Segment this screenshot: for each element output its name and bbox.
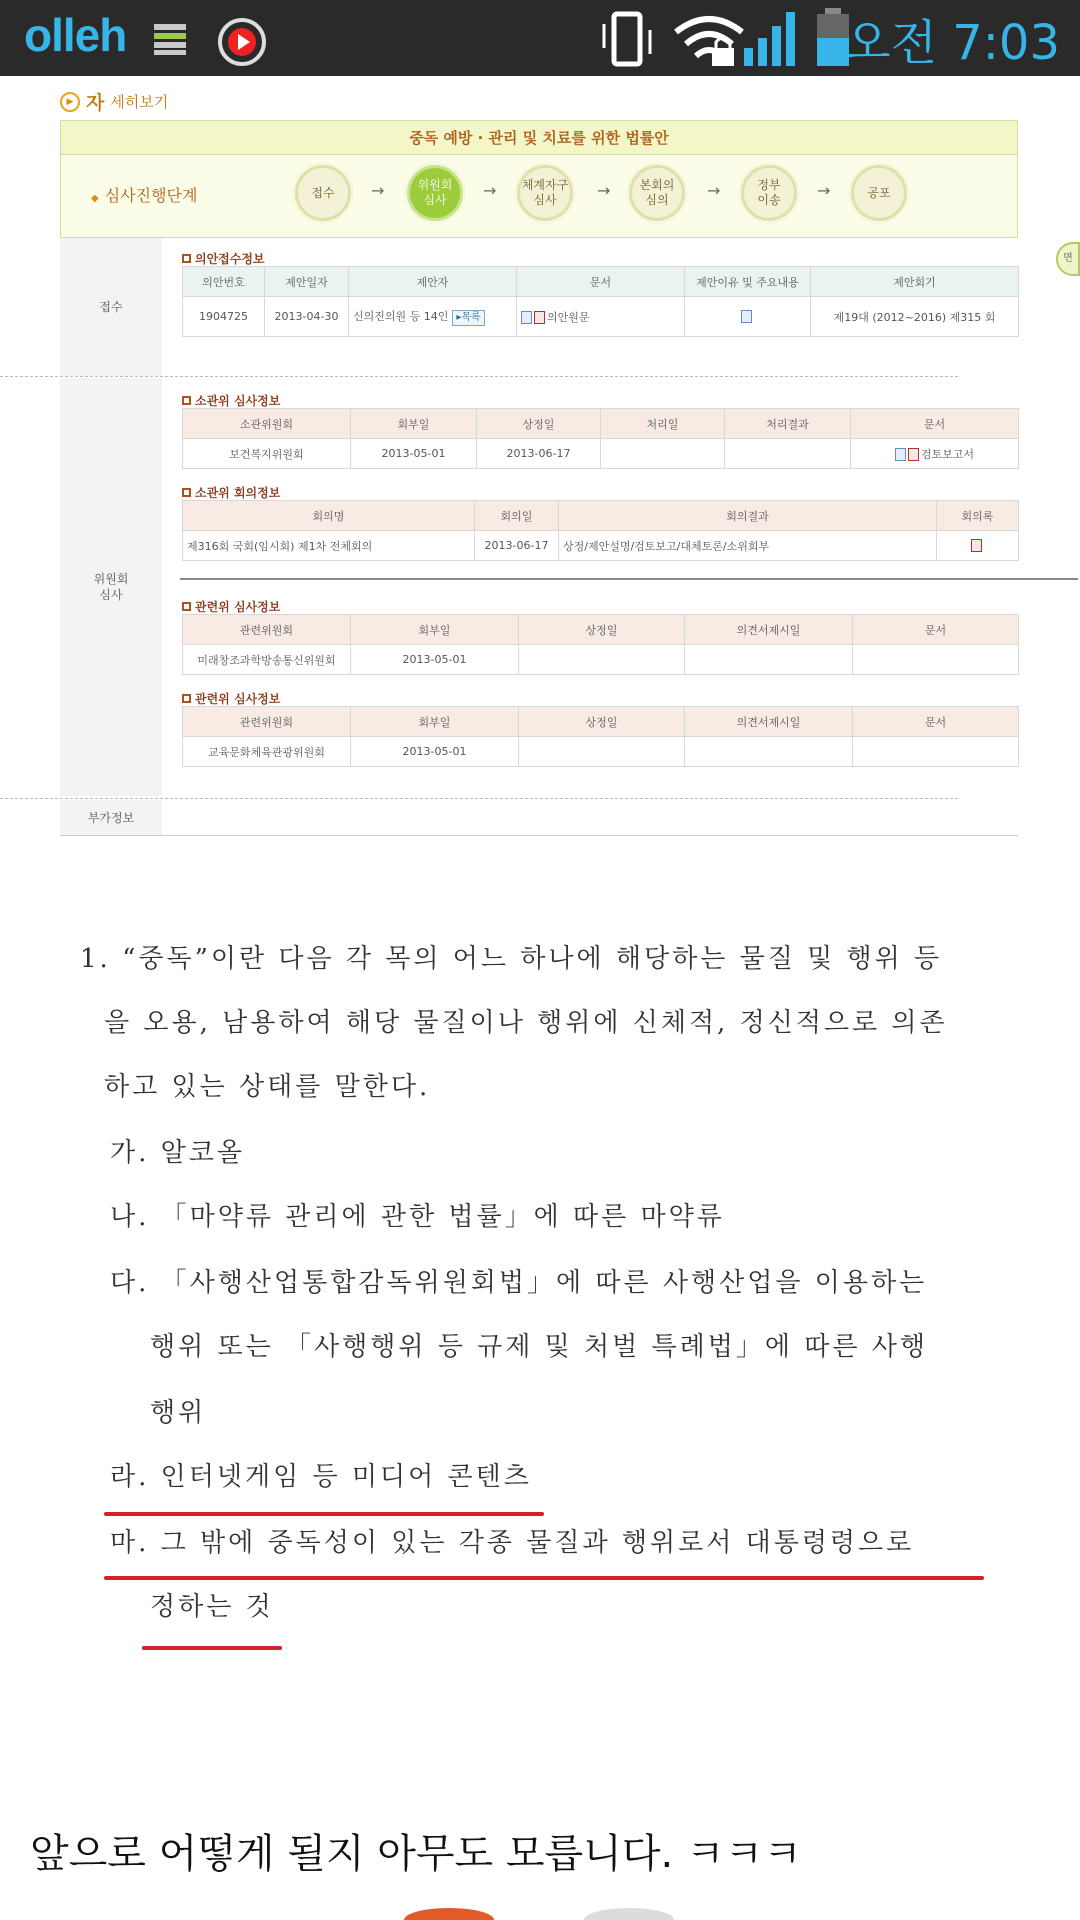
referral-date: 2013-05-01 — [351, 737, 519, 767]
step-receipt[interactable] — [295, 165, 351, 221]
committee-meeting-table — [182, 500, 1019, 561]
processing-date — [601, 439, 725, 469]
arrow-icon: → — [817, 181, 831, 200]
step-legal-review-label: 체계자구 심사 — [521, 178, 569, 207]
red-underline — [142, 1646, 282, 1650]
pdf-doc-icon[interactable] — [908, 448, 919, 461]
pdf-doc-icon[interactable] — [534, 311, 545, 324]
step-committee-label: 위원회 심사 — [417, 178, 453, 207]
step-receipt-label: 접수 — [311, 185, 335, 200]
red-underline — [104, 1512, 544, 1516]
meeting-result: 상정/제안설명/검토보고/대체토론/소위회부 — [559, 531, 937, 561]
extra-info-label: 부가정보 — [60, 800, 162, 835]
clock-time: 오전 7:03 — [844, 15, 1060, 71]
column-header: 회의결과 — [559, 501, 937, 531]
document-cell — [853, 737, 1019, 767]
arrow-icon: → — [597, 181, 611, 200]
stage-label — [91, 183, 197, 206]
detail-heading — [60, 88, 168, 115]
meeting-subtitle: 소관위 회의정보 — [182, 484, 280, 501]
summary-cell — [685, 297, 811, 337]
law-line-highlighted: 라. 인터넷게임 등 미디어 콘텐츠 — [110, 1462, 532, 1492]
play-bullet-icon: ▶ — [60, 92, 80, 112]
review-doc-cell — [851, 439, 1019, 469]
side-tab[interactable]: 면 — [1056, 242, 1080, 276]
table-row — [183, 531, 1019, 561]
column-header: 제안자 — [349, 267, 517, 297]
column-header: 문서 — [853, 707, 1019, 737]
law-line: 행위 또는 「사행행위 등 규제 및 처벌 특례법」에 따른 사행 — [150, 1332, 928, 1362]
column-header: 상정일 — [519, 615, 685, 645]
column-header: 문서 — [517, 267, 685, 297]
column-header: 회부일 — [351, 409, 477, 439]
step-legal-review[interactable] — [517, 165, 573, 221]
table-header-row — [183, 707, 1019, 737]
related2-subtitle: 관련위 심사정보 — [182, 690, 280, 707]
law-line: 행위 — [150, 1398, 207, 1428]
document-cell — [853, 645, 1019, 675]
column-header: 관련위원회 — [183, 707, 351, 737]
post-comment: 앞으로 어떻게 될지 아무도 모릅니다. ㅋㅋㅋ — [30, 1831, 802, 1877]
step-committee[interactable] — [407, 165, 463, 221]
referral-date: 2013-05-01 — [351, 439, 477, 469]
column-header: 회의록 — [937, 501, 1019, 531]
section-rule — [180, 578, 1078, 580]
column-header: 문서 — [853, 615, 1019, 645]
table-header-row — [183, 615, 1019, 645]
column-header: 상정일 — [477, 409, 601, 439]
column-header: 회의일 — [475, 501, 559, 531]
column-header: 소관위원회 — [183, 409, 351, 439]
wifi-lock-icon — [672, 12, 746, 68]
sim-card-icon — [152, 22, 188, 56]
column-header: 회부일 — [351, 615, 519, 645]
law-line: 하고 있는 상태를 말한다. — [104, 1072, 431, 1102]
committee-label: 위원회 심사 — [60, 378, 162, 796]
law-line-highlighted: 마. 그 밖에 중독성이 있는 각종 물질과 행위로서 대통령령으로 — [110, 1528, 915, 1558]
column-header: 의견서제시일 — [685, 707, 853, 737]
hwp-doc-icon[interactable] — [521, 311, 532, 324]
related-committee-name: 교육문화체육관광위원회 — [183, 737, 351, 767]
minutes-pdf-icon[interactable] — [971, 539, 982, 552]
minutes-cell — [937, 531, 1019, 561]
partial-image-edge — [584, 1908, 674, 1920]
table-row — [183, 645, 1019, 675]
related-committee-table-2 — [182, 706, 1019, 767]
opinion-date — [685, 645, 853, 675]
red-underline — [104, 1576, 984, 1580]
stage-label-text: 심사진행단계 — [104, 186, 198, 205]
step-plenary-label: 본회의 심의 — [639, 178, 675, 207]
law-line: 다. 「사행산업통합감독위원회법」에 따른 사행산업을 이용하는 — [110, 1268, 928, 1298]
step-promulgation[interactable] — [851, 165, 907, 221]
section-divider — [0, 798, 958, 799]
detail-heading-small: 세히보기 — [110, 93, 169, 111]
step-promulgation-label: 공포 — [867, 185, 891, 200]
proposer-list-button[interactable]: ▸목록 — [452, 310, 484, 326]
column-header: 제안일자 — [265, 267, 349, 297]
law-line: 을 오용, 남용하여 해당 물질이나 행위에 신체적, 정신적으로 의존 — [104, 1008, 948, 1038]
review-subtitle: 소관위 심사정보 — [182, 392, 280, 409]
bill-progress-box — [60, 120, 1018, 238]
presentation-date: 2013-06-17 — [477, 439, 601, 469]
presentation-date — [519, 645, 685, 675]
review-report-link[interactable]: 검토보고서 — [920, 447, 975, 461]
status-bar — [0, 0, 1080, 76]
table-header-row — [183, 267, 1019, 297]
receipt-table — [182, 266, 1019, 337]
column-header: 처리일 — [601, 409, 725, 439]
arrow-icon: → — [707, 181, 721, 200]
detail-heading-big: 자 — [86, 92, 105, 114]
receipt-label: 접수 — [60, 238, 162, 376]
related-committee-name: 미래창조과학방송통신위원회 — [183, 645, 351, 675]
receipt-subtitle: 의안접수정보 — [182, 250, 265, 267]
committee-section — [60, 378, 1018, 796]
law-line: 나. 「마약류 관리에 관한 법률」에 따른 마약류 — [110, 1202, 725, 1232]
column-header: 의안번호 — [183, 267, 265, 297]
extra-info-section — [60, 800, 1018, 836]
processing-result — [725, 439, 851, 469]
related1-subtitle: 관련위 심사정보 — [182, 598, 280, 615]
column-header: 문서 — [851, 409, 1019, 439]
column-header: 회의명 — [183, 501, 475, 531]
arrow-icon: → — [483, 181, 497, 200]
table-row — [183, 439, 1019, 469]
proposer-cell — [349, 297, 517, 337]
meeting-name: 제316회 국회(임시회) 제1차 전체회의 — [183, 531, 475, 561]
column-header: 제안이유 및 주요내용 — [685, 267, 811, 297]
summary-doc-icon[interactable] — [741, 310, 752, 323]
column-header: 회부일 — [351, 707, 519, 737]
table-header-row — [183, 501, 1019, 531]
partial-image-edge — [404, 1908, 494, 1920]
law-line: 1. “중독”이란 다음 각 목의 어느 하나에 해당하는 물질 및 행위 등 — [80, 944, 943, 974]
proposal-session: 제19대 (2012~2016) 제315 회 — [811, 297, 1019, 337]
column-header: 처리결과 — [725, 409, 851, 439]
column-header: 상정일 — [519, 707, 685, 737]
opinion-date — [685, 737, 853, 767]
section-divider — [0, 376, 958, 377]
referral-date: 2013-05-01 — [351, 645, 519, 675]
step-government-transfer-label: 정부 이송 — [757, 178, 781, 207]
bill-number: 1904725 — [183, 297, 265, 337]
bill-title: 중독 예방 · 관리 및 치료를 위한 법률안 — [61, 121, 1017, 155]
receipt-section — [60, 238, 1018, 376]
column-header: 관련위원회 — [183, 615, 351, 645]
table-header-row — [183, 409, 1019, 439]
committee-name: 보건복지위원회 — [183, 439, 351, 469]
law-line: 가. 알코올 — [110, 1138, 245, 1168]
column-header: 제안회기 — [811, 267, 1019, 297]
proposal-date: 2013-04-30 — [265, 297, 349, 337]
related-committee-table-1 — [182, 614, 1019, 675]
media-player-icon — [214, 12, 270, 68]
signal-icon — [742, 8, 802, 68]
step-government-transfer[interactable] — [741, 165, 797, 221]
law-line-highlighted: 정하는 것 — [150, 1592, 274, 1622]
hwp-doc-icon[interactable] — [895, 448, 906, 461]
column-header: 의견서제시일 — [685, 615, 853, 645]
arrow-icon: → — [371, 181, 385, 200]
table-row — [183, 297, 1019, 337]
step-plenary[interactable] — [629, 165, 685, 221]
vibrate-icon — [598, 8, 660, 70]
carrier-name: olleh — [24, 9, 127, 61]
bill-original-link[interactable]: 의안원문 — [547, 310, 590, 324]
table-row — [183, 737, 1019, 767]
document-cell — [517, 297, 685, 337]
proposer: 신의진의원 등 14인 — [353, 309, 449, 323]
diamond-bullet-icon: ◆ — [91, 193, 99, 204]
presentation-date — [519, 737, 685, 767]
committee-review-table — [182, 408, 1019, 469]
meeting-date: 2013-06-17 — [475, 531, 559, 561]
